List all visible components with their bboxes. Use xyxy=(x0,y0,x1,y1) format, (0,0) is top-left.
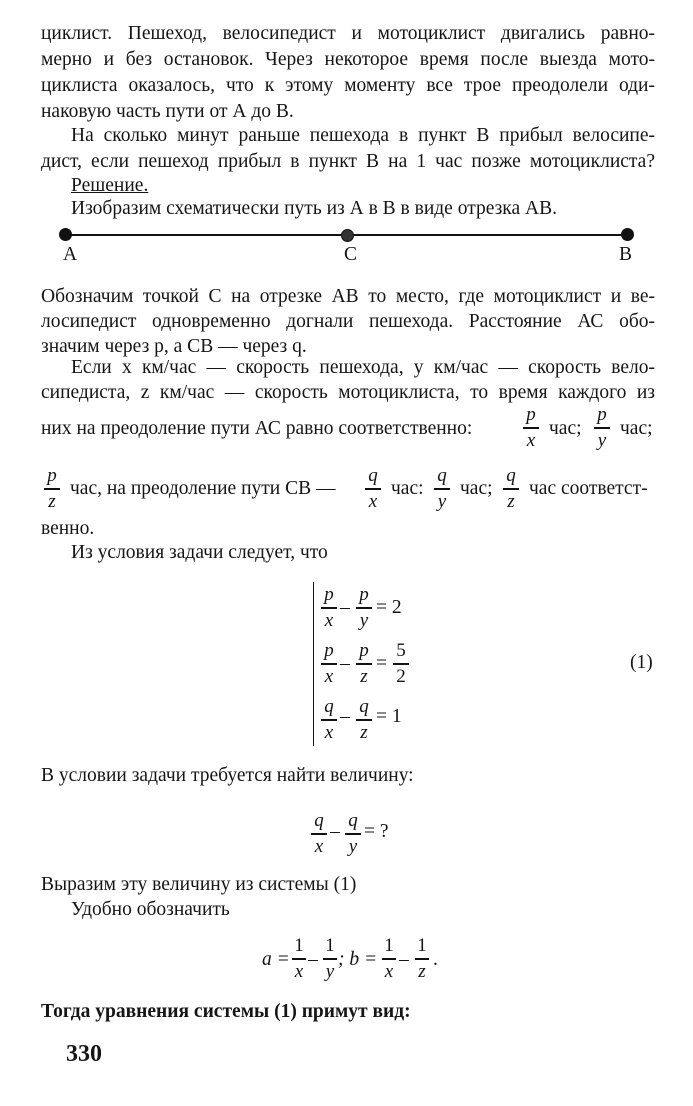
paragraph2-line1: На сколько минут раньше пешехода в пункт В прибыл велосипе- xyxy=(71,125,655,146)
paragraph2-line2: дист, если пешеход прибыл в пункт В на 1 час позже мотоциклиста? xyxy=(41,151,655,172)
times-cb-text: час, на преодоление пути СВ — xyxy=(70,478,336,499)
subst-end: . xyxy=(433,949,438,970)
paragraph3-line2: лосипедист одновременно догнали пешехода. Расстояние АС обо- xyxy=(41,311,655,332)
sys-eq1-minus: – xyxy=(340,597,350,618)
page-number: 330 xyxy=(66,1041,102,1067)
draw-sentence: Изобразим схематически путь из А в В в виде отрезка АВ. xyxy=(71,198,557,219)
paragraph4-line2: сипедиста, z км/час — скорость мотоциклиста, то время каждого из xyxy=(41,382,655,403)
sys-eq2-rhs: 5 2 xyxy=(393,641,409,687)
fraction-p-over-y: p y xyxy=(594,405,610,451)
label-a: А xyxy=(63,244,78,265)
paragraph1-line3: циклиста оказалось, что к этому моменту все трое преодолели оди- xyxy=(41,75,655,96)
subst-a-frac2: 1 y xyxy=(323,936,337,982)
subst-a-frac1: 1 x xyxy=(292,936,306,982)
subst-b-frac1: 1 x xyxy=(382,936,396,982)
fraction-q-over-y: q y xyxy=(434,466,450,512)
find-frac2: q y xyxy=(345,811,361,857)
paragraph3-line1: Обозначим точкой С на отрезке АВ то место, где мотоциклист и ве- xyxy=(41,286,655,307)
subst-b-frac2: 1 z xyxy=(415,936,429,982)
fraction-q-over-x: q x xyxy=(365,466,381,512)
label-b: В xyxy=(619,244,633,265)
point-c xyxy=(341,229,354,242)
paragraph1-line4: наковую часть пути от А до В. xyxy=(41,101,294,122)
times-end-line: венно. xyxy=(41,518,95,539)
then-line: Тогда уравнения системы (1) примут вид: xyxy=(41,1001,411,1022)
express-line: Выразим эту величину из системы (1) xyxy=(41,874,357,895)
find-frac1: q x xyxy=(311,811,327,857)
label-c: С xyxy=(344,244,358,265)
sys-eq3-minus: – xyxy=(340,706,350,727)
paragraph3-line3: значим через p, а СВ — через q. xyxy=(41,336,307,357)
solution-heading: Решение. xyxy=(71,175,149,196)
unit-4: час; xyxy=(460,478,493,499)
sys-eq1-frac2: p y xyxy=(356,585,372,631)
sys-eq1-rhs: = 2 xyxy=(376,597,402,618)
fraction-p-over-x: p x xyxy=(523,405,539,451)
fraction-p-over-z: p z xyxy=(44,466,60,512)
subst-b-minus: – xyxy=(399,949,409,970)
sys-eq3-frac2: q z xyxy=(356,697,372,743)
sys-eq2-equals: = xyxy=(376,653,387,674)
paragraph4-line1: Если x км/час — скорость пешехода, y км/час — скорость вело- xyxy=(71,357,655,378)
sys-eq1-frac1: p x xyxy=(321,585,337,631)
find-intro: В условии задачи требуется найти величину: xyxy=(41,765,414,786)
find-minus: – xyxy=(330,821,340,842)
sys-eq2-frac2: p z xyxy=(356,641,372,687)
unit-3: час: xyxy=(391,478,424,499)
point-a xyxy=(59,228,72,241)
system-number: (1) xyxy=(630,652,653,673)
fraction-q-over-z: q z xyxy=(503,466,519,512)
unit-1: час; xyxy=(549,418,582,439)
times-ac-text: них на преодоление пути АС равно соответственно: xyxy=(41,418,473,439)
subst-b: ; b = xyxy=(338,949,378,970)
convenient-line: Удобно обозначить xyxy=(71,899,230,920)
paragraph1-line2: мерно и без остановок. Через некоторое время после выезда мото- xyxy=(41,49,655,70)
subst-a-minus: – xyxy=(308,949,318,970)
unit-2: час; xyxy=(620,418,653,439)
point-b xyxy=(621,228,634,241)
find-rhs: = ? xyxy=(364,821,389,842)
sys-eq3-rhs: = 1 xyxy=(376,706,402,727)
times-end-text: час соответст- xyxy=(529,478,648,499)
paragraph1-line1: циклист. Пешеход, велосипедист и мотоциклист двигались равно- xyxy=(41,23,655,44)
sys-eq2-frac1: p x xyxy=(321,641,337,687)
sys-eq2-minus: – xyxy=(340,653,350,674)
condition-intro: Из условия задачи следует, что xyxy=(71,542,328,563)
subst-a: a = xyxy=(262,949,290,970)
sys-eq3-frac1: q x xyxy=(321,697,337,743)
